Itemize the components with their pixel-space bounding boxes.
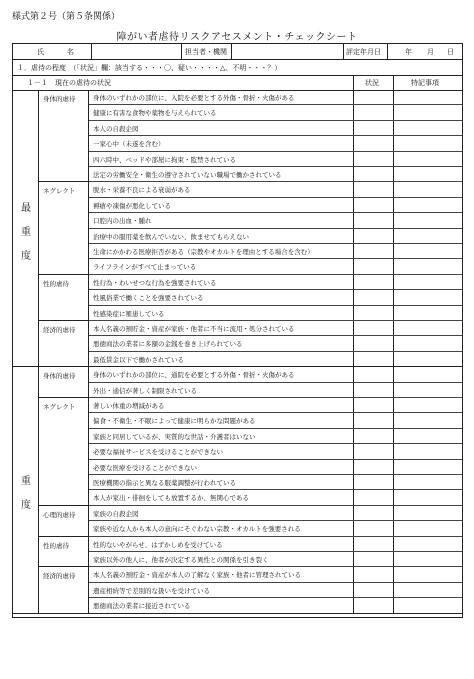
status-cell[interactable] xyxy=(353,121,393,135)
notes-cell[interactable] xyxy=(393,583,462,597)
divider xyxy=(353,75,354,90)
checklist-item-text: 遺産相続等で差別的な扱いを受けている xyxy=(93,586,210,595)
divider xyxy=(231,44,232,59)
status-cell[interactable] xyxy=(353,321,393,335)
status-cell[interactable] xyxy=(353,105,393,119)
status-cell[interactable] xyxy=(353,244,393,258)
checklist-item-text: 偏食・不衛生・不眠によって健康に明らかな問題がある xyxy=(93,417,256,426)
category-label: ネグレクト xyxy=(43,187,76,196)
checklist-item-text: 悪徳商法の業者に多額の金銭を巻き上げられている xyxy=(93,340,243,349)
status-cell[interactable] xyxy=(353,521,393,535)
checklist-item-row xyxy=(89,383,462,398)
category-cell xyxy=(39,506,89,537)
checklist-item-row xyxy=(89,182,462,197)
notes-cell[interactable] xyxy=(393,398,462,412)
name-label-1: 氏 xyxy=(37,48,44,56)
notes-cell[interactable] xyxy=(393,521,462,535)
notes-cell[interactable] xyxy=(393,182,462,196)
checklist-item-text: 一家心中（未遂を含む） xyxy=(93,140,165,149)
status-column-header: 状況 xyxy=(365,79,379,87)
notes-cell[interactable] xyxy=(393,167,462,181)
status-cell[interactable] xyxy=(353,552,393,566)
checklist-item-row xyxy=(89,152,462,167)
category-cell xyxy=(39,182,89,274)
category-cell xyxy=(39,90,89,182)
checklist-item-text: 褥瘡や凍傷が悪化している xyxy=(93,201,171,210)
status-cell[interactable] xyxy=(353,583,393,597)
checklist-item-text: 性感染症に罹患している xyxy=(93,309,165,318)
checklist-item-text: 法定の労働安全・衛生の遵守されていない職場で働かされている xyxy=(93,171,282,179)
checklist-item-text: 生命にかかわる医療拒否がある（宗教やオカルトを理由とする場合を含む） xyxy=(93,248,314,256)
checklist-item-text: 口腔内の出血・腫れ xyxy=(93,217,152,226)
checklist-item-text: 家族と同居しているが、実質的な世話・介護者はいない xyxy=(93,432,256,441)
category-cell xyxy=(39,398,89,506)
notes-cell[interactable] xyxy=(393,198,462,212)
status-cell[interactable] xyxy=(353,167,393,181)
notes-cell[interactable] xyxy=(393,275,462,289)
notes-cell[interactable] xyxy=(393,136,462,150)
notes-cell[interactable] xyxy=(393,460,462,474)
severity-char: 最 xyxy=(21,202,31,214)
status-cell[interactable] xyxy=(353,475,393,489)
severity-char: 重 xyxy=(21,226,31,238)
notes-cell[interactable] xyxy=(393,306,462,320)
category-label: 経済的虐待 xyxy=(43,572,76,581)
category-label: 身体的虐待 xyxy=(43,372,76,381)
checklist-item-row xyxy=(89,367,462,382)
checklist-item-text: 治療中の服用薬を飲んでいない、飲ませてもらえない xyxy=(93,232,249,241)
checklist-item-text: 家族以外の他人に、他者が決定する異性との関係を引き裂く xyxy=(93,555,269,564)
subheader-label: １－１ 現在の虐待の状況 xyxy=(27,79,111,87)
category-cell xyxy=(39,367,89,398)
checklist-item-text: 外出・通信が著しく制限されている xyxy=(93,386,197,395)
checklist-item-row xyxy=(89,398,462,413)
checklist-item-text: 著しい体重の増減がある xyxy=(93,401,165,410)
notes-cell[interactable] xyxy=(393,506,462,520)
checklist-item-text: 家族や近な人から本人の意向にそぐわない宗教・オカルトを強要される xyxy=(93,525,301,534)
notes-cell[interactable] xyxy=(393,213,462,227)
category-cell xyxy=(39,321,89,367)
checklist-item-text: 悪徳商法の業者に接近されている xyxy=(93,602,191,611)
checklist-item-text: 最低賃金以下で働かされている xyxy=(93,355,184,364)
status-cell[interactable] xyxy=(353,413,393,427)
checklist-item-row xyxy=(89,213,462,228)
page-title: 障がい者虐待リスクアセスメント・チェックシート xyxy=(116,32,358,43)
day-label: 日 xyxy=(447,48,454,56)
divider xyxy=(387,44,388,59)
notes-column-header: 特記事項 xyxy=(411,79,439,87)
checklist-item-row xyxy=(89,259,462,274)
section-heading xyxy=(13,59,462,76)
status-cell[interactable] xyxy=(353,152,393,166)
checklist-item-row xyxy=(89,598,462,613)
checklist-item-text: 必要な医療を受けることができない xyxy=(93,463,197,472)
severity-group-2 xyxy=(13,367,462,613)
checklist-item-row xyxy=(89,105,462,120)
category-cell xyxy=(39,275,89,321)
status-cell[interactable] xyxy=(353,490,393,504)
checklist-item-row xyxy=(89,336,462,351)
checklist-item-row xyxy=(89,429,462,444)
checklist-item-row xyxy=(89,552,462,567)
checklist-item-row xyxy=(89,275,462,290)
notes-cell[interactable] xyxy=(393,475,462,489)
checklist-item-text: 健康に有害な食物や薬物を与えられている xyxy=(93,109,217,118)
severity-group-1 xyxy=(13,90,462,367)
checklist-item-row xyxy=(89,521,462,536)
name-label-2: 名 xyxy=(67,48,74,56)
status-cell[interactable] xyxy=(353,182,393,196)
notes-cell[interactable] xyxy=(393,367,462,381)
checklist-item-row xyxy=(89,583,462,598)
notes-cell[interactable] xyxy=(393,90,462,104)
notes-cell[interactable] xyxy=(393,490,462,504)
staff-label: 担当者・機関 xyxy=(185,48,227,56)
notes-cell[interactable] xyxy=(393,567,462,581)
status-cell[interactable] xyxy=(353,229,393,243)
checklist-item-text: 性行為・わいせつな行為を強要されている xyxy=(93,278,217,287)
checklist-item-row xyxy=(89,460,462,475)
notes-cell[interactable] xyxy=(393,105,462,119)
checklist-item-text: 身体のいずれかの部位に、通院を必要とする外傷・骨折・火傷がある xyxy=(93,371,295,380)
checklist-item-row xyxy=(89,167,462,182)
status-cell[interactable] xyxy=(353,259,393,273)
notes-cell[interactable] xyxy=(393,537,462,551)
status-cell[interactable] xyxy=(353,213,393,227)
notes-cell[interactable] xyxy=(393,598,462,613)
checklist-item-row xyxy=(89,506,462,521)
notes-cell[interactable] xyxy=(393,336,462,350)
form-id: 様式第２号（第５条関係） xyxy=(12,12,121,22)
notes-cell[interactable] xyxy=(393,244,462,258)
checklist-item-text: 本人名義の預貯金・資産が本人の了解なく家族・他者に管理されている xyxy=(93,571,301,580)
checklist-item-row xyxy=(89,537,462,552)
checklist-item-row xyxy=(89,121,462,136)
checklist-item-row xyxy=(89,290,462,305)
checklist-item-text: 性的ないやがらせ、はずかしめを受けている xyxy=(93,540,223,549)
status-cell[interactable] xyxy=(353,352,393,367)
status-cell[interactable] xyxy=(353,598,393,613)
status-cell[interactable] xyxy=(353,136,393,150)
status-cell[interactable] xyxy=(353,198,393,212)
checklist-item-text: 性風俗業で働くことを強要されている xyxy=(93,294,204,303)
severity-label-cell xyxy=(13,367,39,612)
checklist-item-text: 医療機関の指示と異なる服薬調整が行われている xyxy=(93,478,236,487)
status-cell[interactable] xyxy=(353,444,393,458)
checklist-item-text: 身体のいずれかの部位に、入院を必要とする外傷・骨折・火傷がある xyxy=(93,94,295,102)
status-cell[interactable] xyxy=(353,383,393,397)
header-row xyxy=(13,44,462,60)
notes-cell[interactable] xyxy=(393,152,462,166)
checklist-item-row xyxy=(89,352,462,367)
status-cell[interactable] xyxy=(353,537,393,551)
notes-cell[interactable] xyxy=(393,444,462,458)
checklist-item-text: 本人が家出・徘徊をしても放置するか、無関心である xyxy=(93,494,249,503)
checklist-item-row xyxy=(89,567,462,582)
status-cell[interactable] xyxy=(353,90,393,104)
month-label: 月 xyxy=(427,48,434,56)
checklist-item-row xyxy=(89,444,462,459)
category-label: 性的虐待 xyxy=(43,279,69,288)
status-cell[interactable] xyxy=(353,306,393,320)
category-cell xyxy=(39,537,89,568)
notes-cell[interactable] xyxy=(393,321,462,335)
checklist-item-row xyxy=(89,244,462,259)
status-cell[interactable] xyxy=(353,506,393,520)
category-cell xyxy=(39,567,89,613)
checklist-item-row xyxy=(89,306,462,321)
status-cell[interactable] xyxy=(353,367,393,381)
checklist-sheet xyxy=(12,43,463,618)
notes-cell[interactable] xyxy=(393,383,462,397)
status-cell[interactable] xyxy=(353,460,393,474)
status-cell[interactable] xyxy=(353,290,393,304)
checklist-item-text: 四六時中、ベッドや部屋に拘束・監禁されている xyxy=(93,155,236,164)
checklist-item-row xyxy=(89,229,462,244)
checklist-item-row xyxy=(89,136,462,151)
notes-cell[interactable] xyxy=(393,229,462,243)
date-label: 評定年月日 xyxy=(346,48,381,56)
checklist-item-text: 脱水・栄養不良による衰弱がある xyxy=(93,186,191,195)
notes-cell[interactable] xyxy=(393,352,462,367)
notes-cell[interactable] xyxy=(393,552,462,566)
category-label: ネグレクト xyxy=(43,402,76,411)
notes-cell[interactable] xyxy=(393,290,462,304)
divider xyxy=(181,44,182,59)
notes-cell[interactable] xyxy=(393,413,462,427)
category-label: 心理的虐待 xyxy=(43,510,76,519)
checklist-item-text: 本人の自殺企図 xyxy=(93,124,139,133)
checklist-item-text: 必要な福祉サービスを受けることができない xyxy=(93,448,223,457)
severity-char: 重 xyxy=(21,476,31,488)
severity-char: 度 xyxy=(21,500,31,512)
divider xyxy=(91,44,92,59)
checklist-item-row xyxy=(89,490,462,505)
notes-cell[interactable] xyxy=(393,429,462,443)
category-label: 経済的虐待 xyxy=(43,326,76,334)
divider xyxy=(343,44,344,59)
checklist-item-row xyxy=(89,321,462,336)
checklist-item-row xyxy=(89,90,462,105)
category-label: 性的虐待 xyxy=(43,541,69,550)
checklist-item-text: 本人名義の預貯金・資産が家族・他者に不当に流用・処分されている xyxy=(93,325,295,333)
checklist-item-row xyxy=(89,198,462,213)
status-cell[interactable] xyxy=(353,567,393,581)
severity-char: 度 xyxy=(21,250,31,262)
subheader-row xyxy=(13,75,462,91)
checklist-item-text: ライフラインがすべて止まっている xyxy=(93,263,197,272)
category-label: 身体的虐待 xyxy=(43,95,76,103)
notes-cell[interactable] xyxy=(393,259,462,273)
status-cell[interactable] xyxy=(353,275,393,289)
status-cell[interactable] xyxy=(353,336,393,350)
status-cell[interactable] xyxy=(353,398,393,412)
notes-cell[interactable] xyxy=(393,121,462,135)
section-label: １．虐待の程度 （「状況」欄：該当する・・・〇、疑い・・・・△、不明・・・？） xyxy=(17,64,282,72)
checklist-item-row xyxy=(89,475,462,490)
status-cell[interactable] xyxy=(353,429,393,443)
checklist-item-row xyxy=(89,413,462,428)
year-label: 年 xyxy=(405,48,412,56)
checklist-item-text: 家族の自殺企図 xyxy=(93,509,139,518)
divider xyxy=(393,75,394,90)
